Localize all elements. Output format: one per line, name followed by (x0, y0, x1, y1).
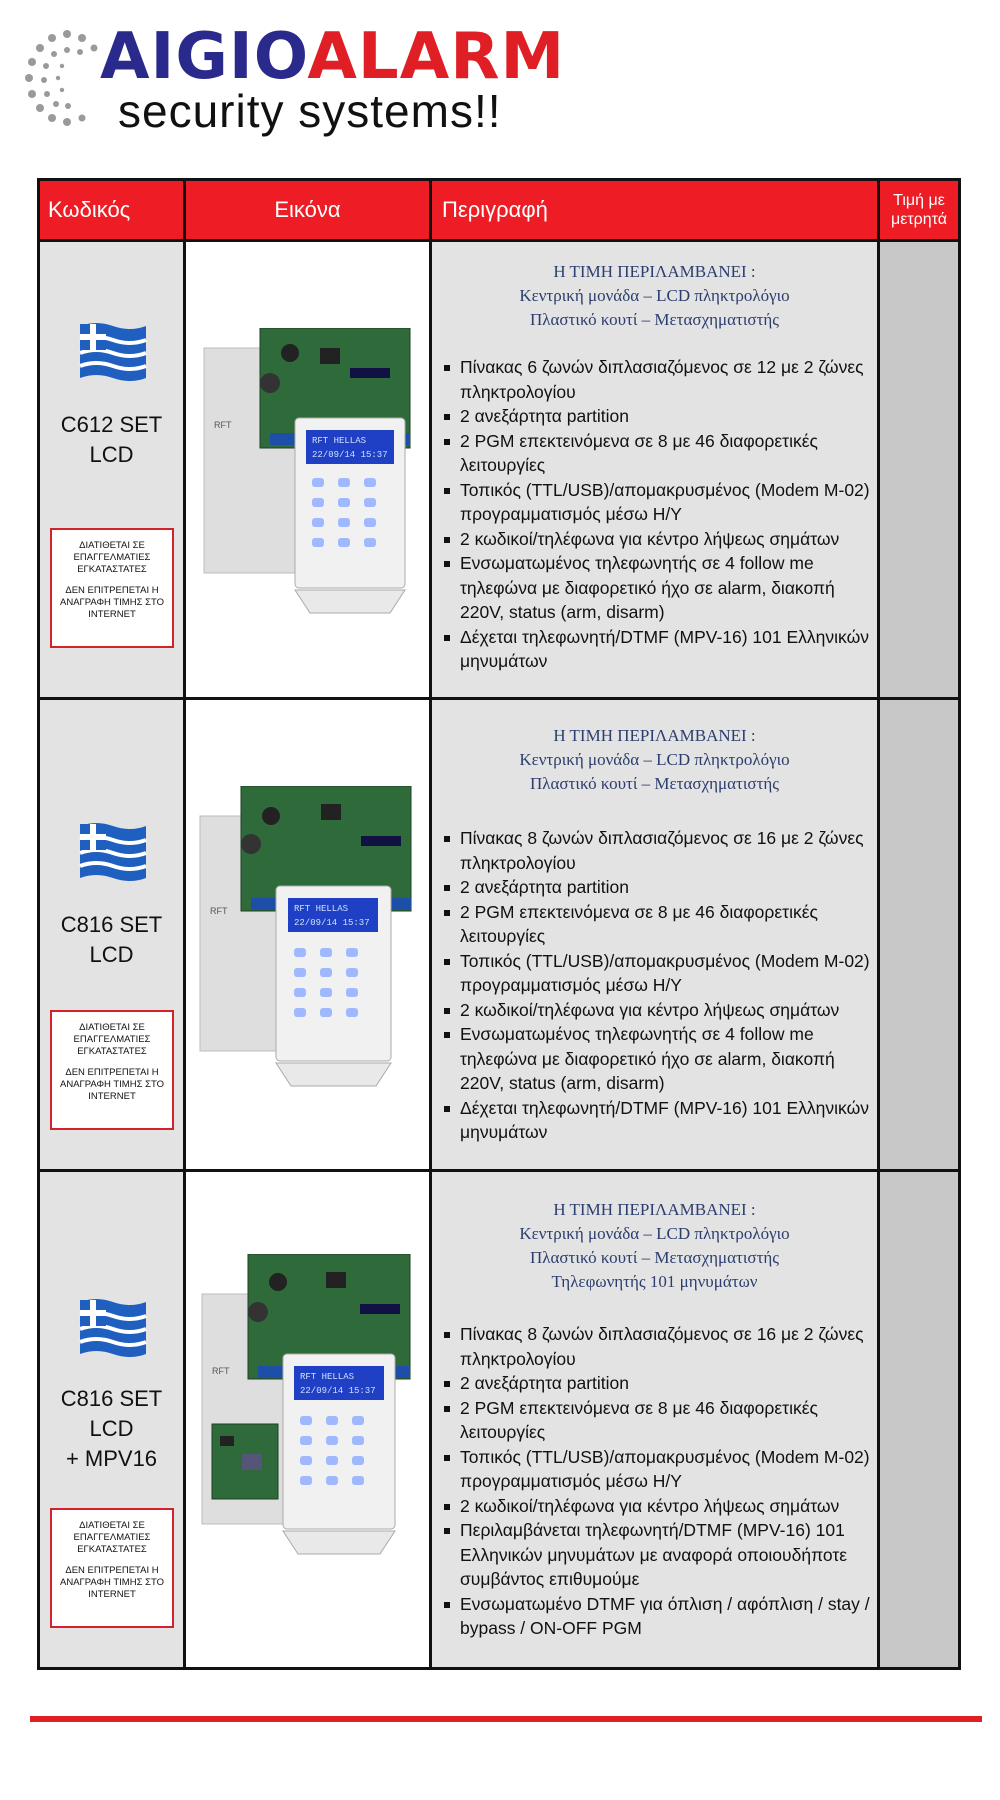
notice-professionals: ΔΙΑΤΙΘΕΤΑΙ ΣΕ ΕΠΑΓΓΕΛΜΑΤΙΕΣ ΕΓΚΑΤΑΣΤΑΤΕΣ (73, 1022, 151, 1057)
feature-item: Δέχεται τηλεφωνητή/DTMF (MPV-16) 101 Ελληνικών μηνυμάτων (442, 625, 870, 674)
feature-list (442, 355, 870, 674)
notice-no-internet-price: ΔΕΝ ΕΠΙΤΡΕΠΕΤΑΙ Η ΑΝΑΓΡΑΦΗ ΤΙΜΗΣ ΣΤΟ INTERNET (60, 1565, 164, 1600)
image-cell (186, 1172, 432, 1667)
brand-label: RFT (210, 906, 228, 916)
product-code-line: C612 SET (60, 412, 163, 437)
table-row (40, 1172, 958, 1667)
product-code-line: + MPV16 (65, 1446, 158, 1471)
greek-flag-icon (78, 320, 148, 384)
page-header (0, 0, 1000, 170)
lcd-line-1: RFT HELLAS (300, 1372, 355, 1382)
includes-title: Η ΤΙΜΗ ΠΕΡΙΛΑΜΒΑΝΕΙ : (553, 262, 756, 281)
feature-item: 2 PGM επεκτεινόμενα σε 8 με 46 διαφορετικές λειτουργίες (442, 429, 870, 478)
product-code (40, 910, 183, 970)
includes-item: Πλαστικό κουτί – Μετασχηματιστής (529, 1248, 780, 1267)
logo-burst-icon (22, 22, 112, 142)
image-cell (186, 242, 432, 697)
table-row (40, 242, 958, 700)
price-includes (432, 724, 877, 796)
feature-item: Πίνακας 6 ζωνών διπλασιαζόμενος σε 12 με 2 ζώνες πληκτρολογίου (442, 355, 870, 404)
alarm-panel-kit-image (200, 328, 418, 618)
includes-item: Πλαστικό κουτί – Μετασχηματιστής (529, 774, 780, 793)
table-row (40, 700, 958, 1172)
feature-list (442, 826, 870, 1145)
price-includes (432, 260, 877, 332)
header-description-label: Περιγραφή (442, 197, 548, 222)
product-code-line: LCD (89, 1416, 134, 1441)
feature-item: 2 ανεξάρτητα partition (442, 404, 870, 429)
feature-item: Δέχεται τηλεφωνητή/DTMF (MPV-16) 101 Ελληνικών μηνυμάτων (442, 1096, 870, 1145)
product-code-line: C816 SET (60, 912, 163, 937)
header-description (432, 181, 880, 242)
distribution-notice (50, 1508, 174, 1628)
description-cell (432, 700, 880, 1169)
product-code-line: LCD (89, 942, 134, 967)
logo-tagline: security systems!! (118, 85, 502, 137)
header-image-label: Εικόνα (274, 197, 341, 222)
feature-item: 2 ανεξάρτητα partition (442, 875, 870, 900)
lcd-line-2: 22/09/14 15:37 (300, 1386, 376, 1396)
description-cell (432, 242, 880, 697)
header-price (880, 181, 958, 242)
feature-item: Πίνακας 8 ζωνών διπλασιαζόμενος σε 16 με 2 ζώνες πληκτρολογίου (442, 1322, 870, 1371)
distribution-notice (50, 528, 174, 648)
feature-item: Ενσωματωμένος τηλεφωνητής σε 4 follow me τηλεφώνα με διαφορετικό ήχο σε alarm, διακοπή 220V, status (arm, disarm) (442, 1022, 870, 1096)
price-cell (880, 242, 958, 697)
product-code (40, 410, 183, 470)
greek-flag-icon (78, 1296, 148, 1360)
feature-item: 2 ανεξάρτητα partition (442, 1371, 870, 1396)
includes-item: Πλαστικό κουτί – Μετασχηματιστής (529, 310, 780, 329)
feature-item: Ενσωματωμένος τηλεφωνητής σε 4 follow me τηλεφώνα με διαφορετικό ήχο σε alarm, διακοπή 220V, status (arm, disarm) (442, 551, 870, 625)
header-code (40, 181, 186, 242)
includes-item: Τηλεφωνητής 101 μηνυμάτων (551, 1272, 758, 1291)
logo-word-aigio: AIGIO (100, 20, 308, 94)
feature-item: Τοπικός (TTL/USB)/απομακρυσμένος (Modem M-02) προγραμματισμός μέσω Η/Υ (442, 949, 870, 998)
feature-item: Πίνακας 8 ζωνών διπλασιαζόμενος σε 16 με 2 ζώνες πληκτρολογίου (442, 826, 870, 875)
feature-item: 2 κωδικοί/τηλέφωνα για κέντρο λήψεως σημάτων (442, 527, 870, 552)
product-code-line: LCD (89, 442, 134, 467)
image-cell (186, 700, 432, 1169)
brand-label: RFT (214, 420, 232, 430)
lcd-line-1: RFT HELLAS (294, 904, 349, 914)
feature-item: Ενσωματωμένο DTMF για όπλιση / αφόπλιση / stay / bypass / ON-OFF PGM (442, 1592, 870, 1641)
logo-wordmark (100, 22, 565, 92)
feature-item: 2 PGM επεκτεινόμενα σε 8 με 46 διαφορετικές λειτουργίες (442, 1396, 870, 1445)
includes-item: Κεντρική μονάδα – LCD πληκτρολόγιο (519, 750, 790, 769)
feature-item: 2 κωδικοί/τηλέφωνα για κέντρο λήψεως σημάτων (442, 998, 870, 1023)
includes-item: Κεντρική μονάδα – LCD πληκτρολόγιο (519, 286, 790, 305)
feature-item: 2 κωδικοί/τηλέφωνα για κέντρο λήψεως σημάτων (442, 1494, 870, 1519)
description-cell (432, 1172, 880, 1667)
code-cell (40, 242, 186, 697)
feature-list (442, 1322, 870, 1641)
distribution-notice (50, 1010, 174, 1130)
price-cell (880, 700, 958, 1169)
feature-item: Τοπικός (TTL/USB)/απομακρυσμένος (Modem M-02) προγραμματισμός μέσω Η/Υ (442, 478, 870, 527)
notice-professionals: ΔΙΑΤΙΘΕΤΑΙ ΣΕ ΕΠΑΓΓΕΛΜΑΤΙΕΣ ΕΓΚΑΤΑΣΤΑΤΕΣ (73, 540, 151, 575)
footer-divider (30, 1716, 982, 1722)
greek-flag-icon (78, 820, 148, 884)
product-code (40, 1384, 183, 1474)
header-code-label: Κωδικός (48, 197, 131, 222)
brand-label: RFT (212, 1366, 230, 1376)
header-image (186, 181, 432, 242)
logo-word-alarm: ALARM (307, 20, 566, 94)
alarm-panel-kit-image (198, 1254, 418, 1564)
notice-professionals: ΔΙΑΤΙΘΕΤΑΙ ΣΕ ΕΠΑΓΓΕΛΜΑΤΙΕΣ ΕΓΚΑΤΑΣΤΑΤΕΣ (73, 1520, 151, 1555)
notice-no-internet-price: ΔΕΝ ΕΠΙΤΡΕΠΕΤΑΙ Η ΑΝΑΓΡΑΦΗ ΤΙΜΗΣ ΣΤΟ INTERNET (60, 585, 164, 620)
product-code-line: C816 SET (60, 1386, 163, 1411)
price-cell (880, 1172, 958, 1667)
includes-title: Η ΤΙΜΗ ΠΕΡΙΛΑΜΒΑΝΕΙ : (553, 1200, 756, 1219)
code-cell (40, 700, 186, 1169)
alarm-panel-kit-image (196, 786, 418, 1096)
lcd-line-2: 22/09/14 15:37 (294, 918, 370, 928)
notice-no-internet-price: ΔΕΝ ΕΠΙΤΡΕΠΕΤΑΙ Η ΑΝΑΓΡΑΦΗ ΤΙΜΗΣ ΣΤΟ INTERNET (60, 1067, 164, 1102)
feature-item: 2 PGM επεκτεινόμενα σε 8 με 46 διαφορετικές λειτουργίες (442, 900, 870, 949)
header-price-label: Τιμή με μετρητά (890, 192, 947, 228)
product-table (37, 178, 961, 1670)
lcd-line-2: 22/09/14 15:37 (312, 450, 388, 460)
price-includes (432, 1198, 877, 1294)
includes-title: Η ΤΙΜΗ ΠΕΡΙΛΑΜΒΑΝΕΙ : (553, 726, 756, 745)
code-cell (40, 1172, 186, 1667)
feature-item: Περιλαμβάνεται τηλεφωνητή/DTMF (MPV-16) 101 Ελληνικών μηνυμάτων με αναφορά οποιουδήποτε συμβάντος επιθυμούμε (442, 1518, 870, 1592)
lcd-line-1: RFT HELLAS (312, 436, 367, 446)
feature-item: Τοπικός (TTL/USB)/απομακρυσμένος (Modem M-02) προγραμματισμός μέσω Η/Υ (442, 1445, 870, 1494)
includes-item: Κεντρική μονάδα – LCD πληκτρολόγιο (519, 1224, 790, 1243)
